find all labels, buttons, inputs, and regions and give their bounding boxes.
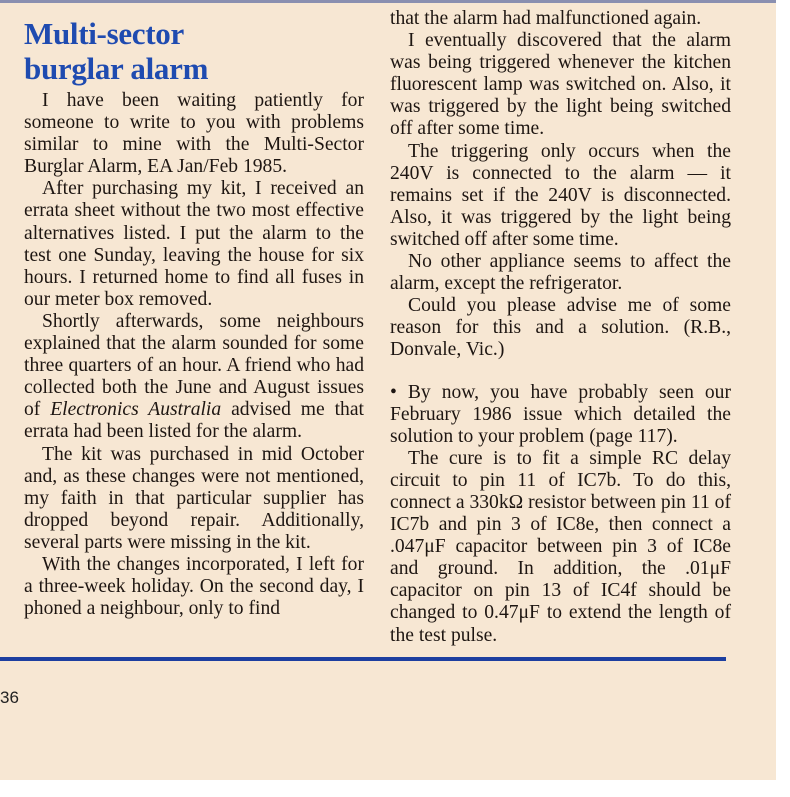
left-column bbox=[24, 8, 364, 620]
letter-continuation: that the alarm had malfunctioned again. bbox=[390, 8, 702, 29]
letter-paragraph-2: After purchasing my kit, I received an errata sheet without the two most effective alternatives listed. I put the alarm to the test one Sunday, leaving the house for six hours. I returned home to find all fuses in our meter box removed. bbox=[24, 178, 364, 310]
magazine-title-italic: Electronics Australia bbox=[50, 399, 222, 421]
bottom-rule bbox=[0, 657, 726, 661]
para3-text-before: Shortly afterwards, some neighbours explained that the alarm sounded for some three quarters of an hour. A friend who had collected both the June and August issues of bbox=[24, 310, 364, 421]
section-gap bbox=[390, 362, 731, 382]
reply-paragraph-1: • By now, you have probably seen our February 1986 issue which detailed the solution to your problem (page 117). bbox=[390, 381, 731, 447]
letter-paragraph-5: With the changes incorporated, I left for a three-week holiday. On the second day, I phoned a neighbour, only to find bbox=[24, 553, 364, 620]
letter-paragraph-4: The kit was purchased in mid October and, as these changes were not mentioned, my faith in that particular supplier has dropped beyond repair. Additionally, several parts were missing in the kit. bbox=[24, 443, 364, 553]
letter-paragraph-3 bbox=[24, 311, 364, 444]
top-rule bbox=[0, 0, 776, 3]
article-headline bbox=[24, 16, 364, 86]
letter-paragraph-6: I eventually discovered that the alarm was being triggered whenever the kitchen fluorescent lamp was switched on. Also, it was triggered by the light being switched off after some time. bbox=[390, 30, 731, 140]
letter-paragraph-7: The triggering only occurs when the 240V is connected to the alarm — it remains set if the 240V is disconnected. Also, it was triggered by the light being switched off after some time. bbox=[390, 140, 731, 250]
letter-signoff: Could you please advise me of some reason for this and a solution. (R.B., Donvale, Vic.) bbox=[390, 295, 731, 361]
para3-text-after: advised me that errata had been listed for the alarm. bbox=[24, 399, 364, 443]
page-number: 36 bbox=[0, 688, 19, 707]
reply-paragraph-2: The cure is to fit a simple RC delay circuit to pin 11 of IC7b. To do this, connect a 330kΩ resistor between pin 11 of IC7b and pin 3 of IC8e, then connect a .047μF capacitor between pin 3 of IC8e and ground. In addition, the .01μF capacitor on pin 13 of IC4f should be changed to 0.47μF to extend the length of the test pulse. bbox=[390, 447, 731, 646]
headline-line-2: burglar alarm bbox=[24, 51, 209, 86]
right-column bbox=[390, 8, 731, 647]
headline-line-1: Multi-sector bbox=[24, 16, 184, 51]
letter-paragraph-8: No other appliance seems to affect the alarm, except the refrigerator. bbox=[390, 251, 731, 295]
letter-paragraph-1: I have been waiting patiently for someone to write to you with problems similar to mine with the Multi-Sector Burglar Alarm, EA Jan/Feb 1985. bbox=[24, 90, 364, 178]
